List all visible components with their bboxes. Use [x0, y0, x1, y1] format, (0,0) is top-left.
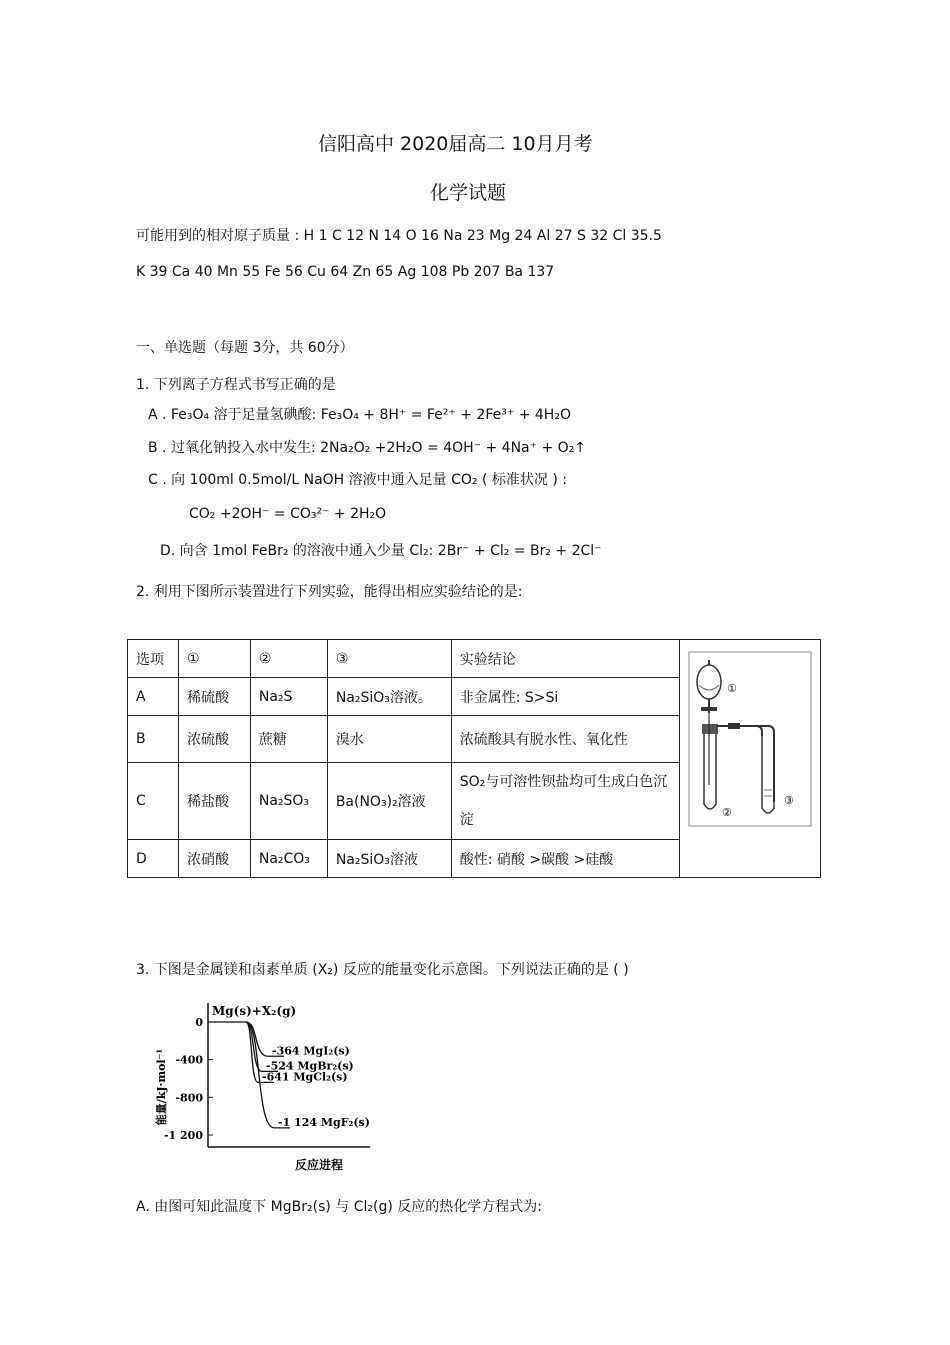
cell-option: B: [128, 716, 179, 763]
y-tick-label: -800: [175, 1091, 203, 1105]
cell-option: D: [128, 840, 179, 878]
series-label: -641 MgCl₂(s): [262, 1070, 348, 1084]
page-subtitle: 化学试题: [430, 182, 507, 204]
chart-xlabel: 反应进程: [295, 1158, 344, 1172]
cell-conclusion: SO₂与可溶性钡盐均可生成白色沉淀: [451, 763, 680, 840]
q1-option-a: A . Fe₃O₄ 溶于足量氢碘酸: Fe₃O₄ + 8H⁺ = Fe²⁺ + 2Fe³⁺ + 4H₂O: [148, 407, 571, 423]
y-tick-label: -400: [175, 1053, 203, 1067]
header-cell: 实验结论: [451, 640, 680, 678]
chart-ylabel: 能量/kJ·mol⁻¹: [155, 1048, 168, 1126]
cell-option: C: [128, 763, 179, 840]
table-header-row: [128, 640, 821, 678]
q1-option-d: D. 向含 1mol FeBr₂ 的溶液中通入少量 Cl₂: 2Br⁻ + Cl₂ = Br₂ + 2Cl⁻: [160, 543, 602, 559]
series-label: -364 MgI₂(s): [272, 1044, 350, 1058]
cell-reagent-2: Na₂SO₃: [250, 763, 327, 840]
section-heading: 一、单选题（每题 3分，共 60分）: [136, 340, 354, 356]
q1-stem: 1. 下列离子方程式书写正确的是: [136, 377, 336, 393]
cell-reagent-3: 溴水: [327, 716, 451, 763]
header-cell: ③: [327, 640, 451, 678]
atomic-mass-line-2: K 39 Ca 40 Mn 55 Fe 56 Cu 64 Zn 65 Ag 108 Pb 207 Ba 137: [136, 264, 555, 280]
cell-reagent-1: 浓硝酸: [178, 840, 250, 878]
y-tick-label: 0: [195, 1016, 203, 1029]
cell-reagent-1: 稀盐酸: [178, 763, 250, 840]
series-label: -524 MgBr₂(s): [266, 1059, 354, 1073]
cell-conclusion: 非金属性: S>Si: [451, 678, 680, 716]
cell-conclusion: 酸性: 硝酸 >碳酸 >硅酸: [451, 840, 680, 878]
series-label: -1 124 MgF₂(s): [278, 1115, 370, 1129]
cell-reagent-2: Na₂CO₃: [250, 840, 327, 878]
cell-reagent-3: Na₂SiO₃溶液。: [327, 678, 451, 716]
page-title: 信阳高中 2020届高二 10月月考: [318, 133, 593, 155]
energy-diagram: [150, 995, 380, 1175]
cell-option: A: [128, 678, 179, 716]
q2-stem: 2. 利用下图所示装置进行下列实验，能得出相应实验结论的是:: [136, 584, 523, 600]
cell-reagent-1: 稀硫酸: [178, 678, 250, 716]
apparatus-label-2: ②: [722, 806, 733, 819]
y-tick-label: -1 200: [163, 1129, 203, 1142]
apparatus-label-1: ①: [727, 682, 738, 695]
cell-reagent-3: Na₂SiO₃溶液: [327, 840, 451, 878]
cell-reagent-2: Na₂S: [250, 678, 327, 716]
atomic-mass-line-1: 可能用到的相对原子质量 : H 1 C 12 N 14 O 16 Na 23 Mg 24 Al 27 S 32 Cl 35.5: [136, 228, 662, 244]
apparatus-cell: [680, 640, 821, 878]
q2-table: [127, 639, 821, 878]
header-cell: 选项: [128, 640, 179, 678]
q3-stem: 3. 下图是金属镁和卤素单质 (X₂) 反应的能量变化示意图。下列说法正确的是 ( ): [136, 962, 629, 978]
header-cell: ①: [178, 640, 250, 678]
q1-option-c: C . 向 100ml 0.5mol/L NaOH 溶液中通入足量 CO₂ ( 标准状况 ) :: [148, 472, 567, 488]
q1-option-c-equation: CO₂ +2OH⁻ = CO₃²⁻ + 2H₂O: [189, 506, 387, 522]
header-cell: ②: [250, 640, 327, 678]
cell-reagent-1: 浓硫酸: [178, 716, 250, 763]
cell-conclusion: 浓硫酸具有脱水性、氧化性: [451, 716, 680, 763]
q3-option-a: A. 由图可知此温度下 MgBr₂(s) 与 Cl₂(g) 反应的热化学方程式为:: [136, 1199, 542, 1215]
apparatus-diagram: [680, 640, 821, 875]
cell-reagent-2: 蔗糖: [250, 716, 327, 763]
cell-reagent-3: Ba(NO₃)₂溶液: [327, 763, 451, 840]
apparatus-label-3: ③: [784, 794, 795, 807]
chart-title: Mg(s)+X₂(g): [212, 1004, 297, 1018]
q1-option-b: B . 过氧化钠投入水中发生: 2Na₂O₂ +2H₂O = 4OH⁻ + 4Na⁺ + O₂↑: [148, 440, 587, 456]
